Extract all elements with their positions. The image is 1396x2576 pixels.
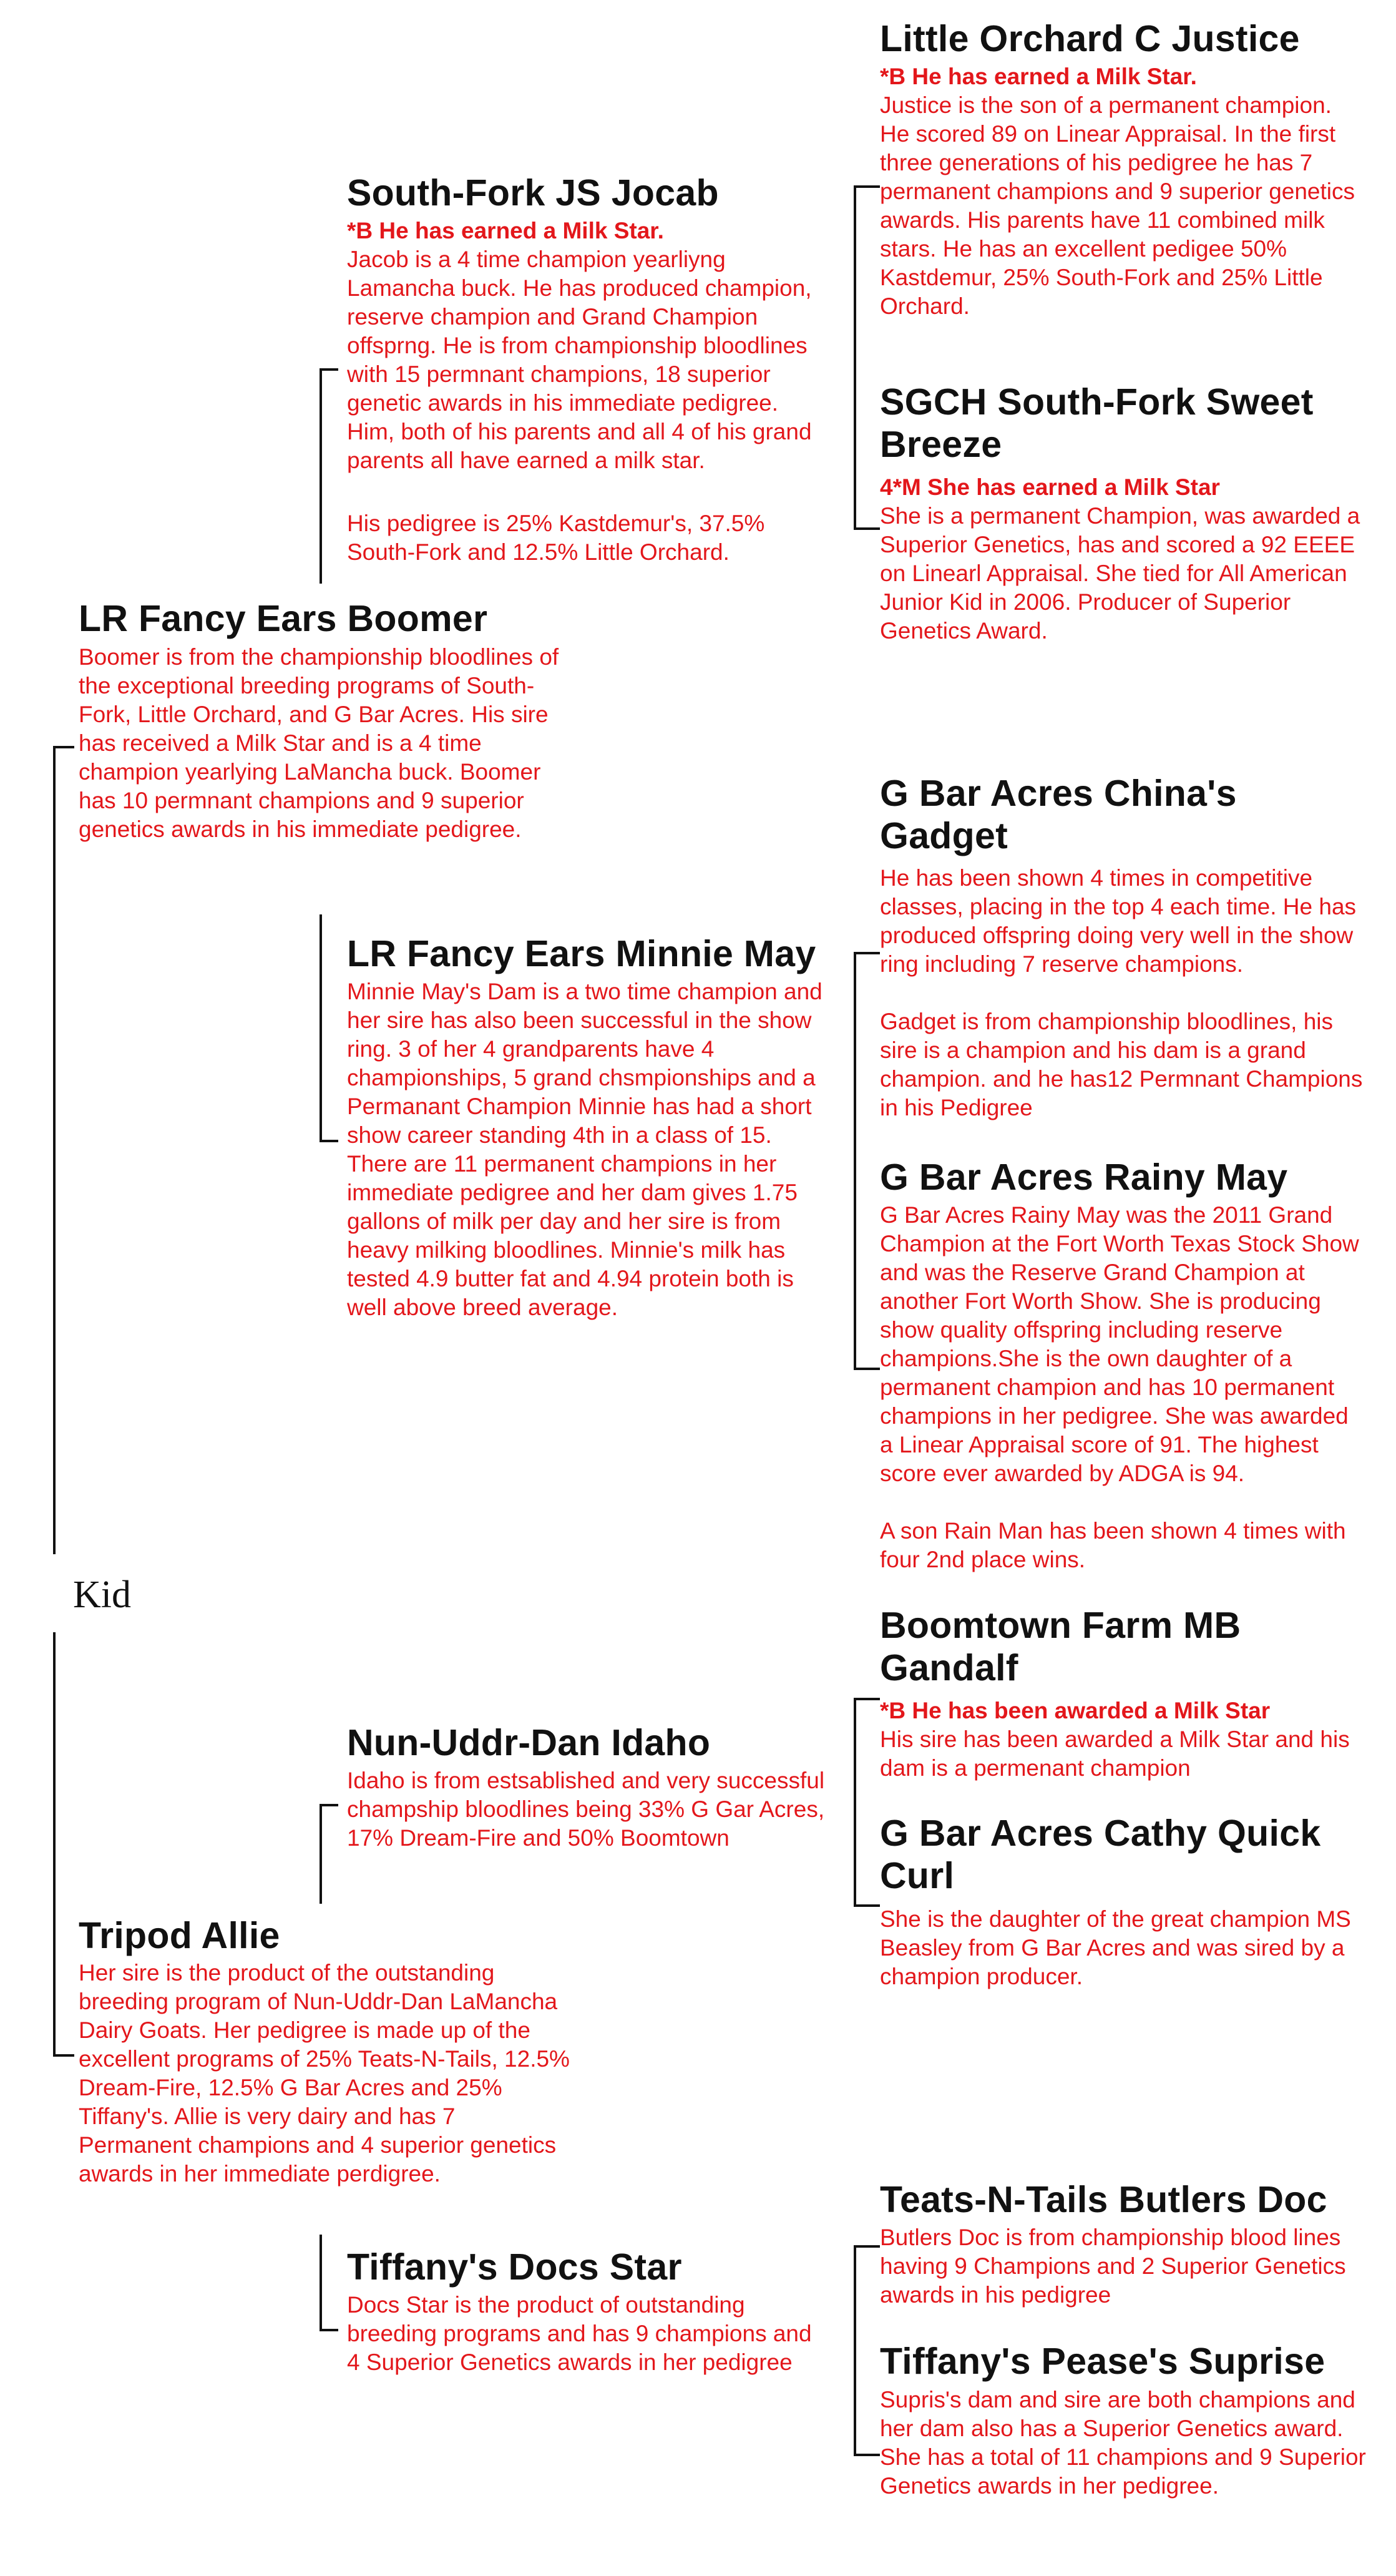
ggp-name: Boomtown Farm MB Gandalf <box>880 1605 1241 1688</box>
kid-label: Kid <box>73 1574 131 1616</box>
bracket-kid-lower-tick <box>53 2054 74 2057</box>
sire-sire-milk-star: *B He has earned a Milk Star. <box>347 218 664 243</box>
sire-sire-description: Jacob is a 4 time champion yearliyng Lamancha buck. He has produced champion, reserve champion and Grand Champion offsprng. He is from championship bloodlines with 15 permnant champions, 18 superior genetic awards in his immediate pedigree. Him, both of his parents and all 4 of his grand parents all have earned a milk star. <box>347 247 812 473</box>
bracket-ss-vertical <box>854 185 856 530</box>
dam-sire-name: Nun-Uddr-Dan Idaho <box>347 1722 711 1763</box>
ggp-name: G Bar Acres Cathy Quick Curl <box>880 1813 1321 1896</box>
ggp-name: Little Orchard C Justice <box>880 18 1300 59</box>
bracket-ss-bottom-tick <box>854 527 880 530</box>
ggp-description: Supris's dam and sire are both champions and her dam also has a Superior Genetics award. She has a total of 11 champions and 9 Superior Genetics awards in her pedigree. <box>880 2387 1366 2499</box>
ggp-name: G Bar Acres Rainy May <box>880 1157 1288 1198</box>
bracket-kid-upper-tick <box>53 746 74 748</box>
ggp-description: Justice is the son of a permanent champion. He scored 89 on Linear Appraisal. In the first three generations of his pedigree he has 7 permanent champions and 9 superior genetics awards. His parents have 11 combined milk stars. He has an excellent pedigee 50% Kastdemur, 25% South-Fork and 25% Little Orchard. <box>880 92 1355 319</box>
ggp-milk-star: *B He has been awarded a Milk Star <box>880 1698 1271 1723</box>
ggp-description: She is a permanent Champion, was awarded a Superior Genetics, has and scored a 92 EEEE on Linearl Appraisal. She tied for All American Junior Kid in 2006. Producer of Superior Genetics Award. <box>880 503 1360 644</box>
ggp-name: SGCH South-Fork Sweet Breeze <box>880 381 1314 465</box>
dam-dam-description: Docs Star is the product of outstanding breeding programs and has 9 champions and 4 Superior Genetics awards in her pedigree <box>347 2292 812 2375</box>
ggp-description: His sire has been awarded a Milk Star and his dam is a permenant champion <box>880 1726 1350 1781</box>
sire-dam-name: LR Fancy Ears Minnie May <box>347 933 816 974</box>
bracket-sd-top-tick <box>854 952 880 954</box>
ggp-description: G Bar Acres Rainy May was the 2011 Grand Champion at the Fort Worth Texas Stock Show and was the Reserve Grand Champion at another Fort Worth Show. She is producing show quality offspring including reserve champions.She is the own daughter of a permanent champion and has 10 permanent champions in her pedigree. She was awarded a Linear Appraisal score of 91. The highest score ever awarded by ADGA is 94. <box>880 1202 1359 1486</box>
ggp-milk-star: 4*M She has earned a Milk Star <box>880 474 1220 500</box>
ggp-name: Teats-N-Tails Butlers Doc <box>880 2179 1327 2220</box>
bracket-sire-lower <box>320 914 322 1142</box>
ggp-description: She is the daughter of the great champion MS Beasley from G Bar Acres and was sired by a champion producer. <box>880 1906 1351 1989</box>
sire-sire-pedigree: His pedigree is 25% Kastdemur's, 37.5% South-Fork and 12.5% Little Orchard. <box>347 511 765 565</box>
bracket-sire-upper-tick <box>320 368 338 371</box>
bracket-kid-lower <box>53 1632 56 2057</box>
ggp-description-2: Gadget is from championship bloodlines, his sire is a champion and his dam is a grand champion. and he has12 Permnant Champions in his Pedigree <box>880 1009 1363 1120</box>
sire-description: Boomer is from the championship bloodlines of the exceptional breeding programs of South-Fork, Little Orchard, and G Bar Acres. His sire has received a Milk Star and is a 4 time champion yearlying LaMancha buck. Boomer has 10 permnant champions and 9 superior genetics awards in his immediate pedigree. <box>79 644 559 842</box>
bracket-sire-lower-tick <box>320 1140 338 1142</box>
bracket-dam-upper <box>320 1804 322 1904</box>
bracket-kid-upper <box>53 746 56 1554</box>
bracket-sire-upper <box>320 368 322 584</box>
bracket-ds-top-tick <box>854 1698 880 1700</box>
sire-dam-description: Minnie May's Dam is a two time champion and her sire has also been successful in the show ring. 3 of her 4 grandparents have 4 championships, 5 grand chsmpionships and a Permanant Champion Minnie has had a short show career standing 4th in a class of 15. There are 11 permanent champions in her immediate pedigree and her dam gives 1.75 gallons of milk per day and her sire is from heavy milking bloodlines. Minnie's milk has tested 4.9 butter fat and 4.94 protein both is well above breed average. <box>347 979 822 1320</box>
dam-name: Tripod Allie <box>79 1915 280 1956</box>
ggp-milk-star: *B He has earned a Milk Star. <box>880 64 1197 89</box>
bracket-ss-top-tick <box>854 185 880 188</box>
ggp-description: Butlers Doc is from championship blood lines having 9 Champions and 2 Superior Genetics awards in his pedigree <box>880 2225 1346 2308</box>
sire-sire-name: South-Fork JS Jocab <box>347 172 719 213</box>
bracket-ds-vertical <box>854 1698 856 1907</box>
bracket-dam-lower <box>320 2235 322 2331</box>
ggp-description: He has been shown 4 times in competitive classes, placing in the top 4 each time. He has produced offspring doing very well in the show ring including 7 reserve champions. <box>880 865 1357 977</box>
bracket-sd-bottom-tick <box>854 1368 880 1370</box>
bracket-dam-lower-tick <box>320 2329 338 2331</box>
dam-description: Her sire is the product of the outstanding breeding program of Nun-Uddr-Dan LaMancha Dairy Goats. Her pedigree is made up of the excellent programs of 25% Teats-N-Tails, 12.5% Dream-Fire, 12.5% G Bar Acres and 25% Tiffany's. Allie is very dairy and has 7 Permanent champions and 4 superior genetics awards in her immediate perdigree. <box>79 1960 570 2187</box>
sire-name: LR Fancy Ears Boomer <box>79 598 488 639</box>
bracket-dd-bottom-tick <box>854 2454 880 2456</box>
dam-sire-description: Idaho is from estsablished and very successful champship bloodlines being 33% G Gar Acres, 17% Dream-Fire and 50% Boomtown <box>347 1768 825 1851</box>
ggp-name: G Bar Acres China's Gadget <box>880 773 1237 856</box>
dam-dam-name: Tiffany's Docs Star <box>347 2246 682 2288</box>
bracket-dd-top-tick <box>854 2245 880 2248</box>
bracket-dam-upper-tick <box>320 1804 338 1806</box>
ggp-description-2: A son Rain Man has been shown 4 times with four 2nd place wins. <box>880 1518 1346 1572</box>
bracket-sd-vertical <box>854 952 856 1370</box>
ggp-name: Tiffany's Pease's Suprise <box>880 2341 1325 2382</box>
bracket-dd-vertical <box>854 2245 856 2456</box>
bracket-ds-bottom-tick <box>854 1904 880 1907</box>
